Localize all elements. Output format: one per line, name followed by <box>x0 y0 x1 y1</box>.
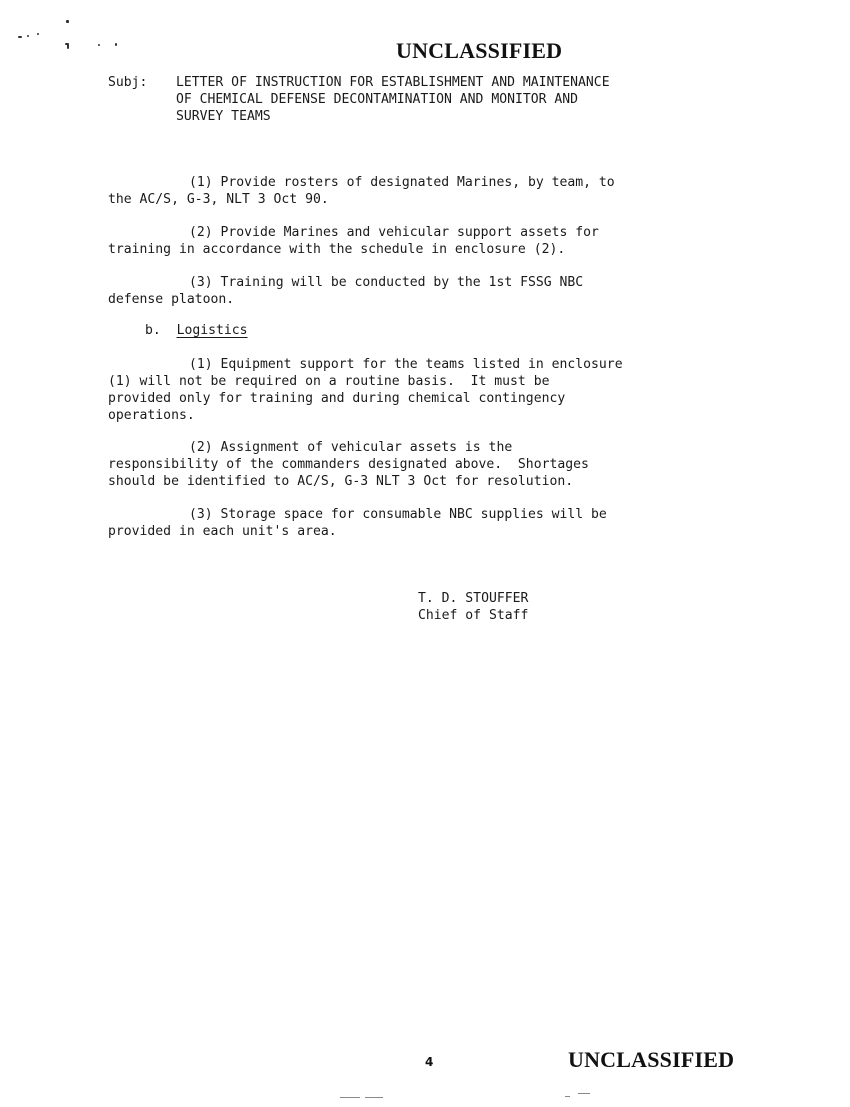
subject-line: LETTER OF INSTRUCTION FOR ESTABLISHMENT AND MAINTENANCE <box>176 75 610 90</box>
section-letter: b. <box>145 323 161 338</box>
paragraph-line: operations. <box>108 408 195 423</box>
section-heading <box>145 322 248 339</box>
logistics-paragraph-2 <box>108 439 589 490</box>
scan-mark <box>365 1097 383 1098</box>
paragraph-line: (1) Equipment support for the teams listed in enclosure <box>189 357 623 372</box>
scan-speck <box>37 33 39 35</box>
subject-line: SURVEY TEAMS <box>176 109 271 124</box>
subject-text <box>176 74 610 125</box>
signature-title: Chief of Staff <box>418 608 529 623</box>
paragraph-line: (2) Provide Marines and vehicular support assets for <box>189 225 599 240</box>
paragraph-1 <box>108 174 615 208</box>
scan-speck <box>98 44 100 46</box>
section-title: Logistics <box>176 323 248 338</box>
scan-speck <box>27 35 29 37</box>
scan-speck <box>18 36 22 38</box>
paragraph-line: (2) Assignment of vehicular assets is the <box>189 440 513 455</box>
paragraph-line: the AC/S, G-3, NLT 3 Oct 90. <box>108 192 329 207</box>
paragraph-line: responsibility of the commanders designated above. Shortages <box>108 457 589 472</box>
signature-block <box>418 590 528 624</box>
paragraph-line: provided in each unit's area. <box>108 524 337 539</box>
paragraph-line: (3) Storage space for consumable NBC supplies will be <box>189 507 607 522</box>
paragraph-line: (1) will not be required on a routine basis. It must be <box>108 374 550 389</box>
paragraph-line: defense platoon. <box>108 292 235 307</box>
paragraph-line: should be identified to AC/S, G-3 NLT 3 Oct for resolution. <box>108 474 574 489</box>
paragraph-3 <box>108 274 583 308</box>
scan-mark <box>565 1096 570 1097</box>
paragraph-line: training in accordance with the schedule in enclosure (2). <box>108 242 566 257</box>
page-number: 4 <box>425 1055 434 1069</box>
paragraph-line: (3) Training will be conducted by the 1st FSSG NBC <box>189 275 584 290</box>
scan-mark <box>578 1093 590 1094</box>
scan-mark <box>340 1097 360 1098</box>
paragraph-2 <box>108 224 599 258</box>
classification-header: UNCLASSIFIED <box>396 38 563 63</box>
paragraph-line: (1) Provide rosters of designated Marines, by team, to <box>189 175 615 190</box>
subject-line: OF CHEMICAL DEFENSE DECONTAMINATION AND MONITOR AND <box>176 92 579 107</box>
signature-name: T. D. STOUFFER <box>418 591 529 606</box>
scan-speck <box>115 43 117 46</box>
logistics-paragraph-3 <box>108 506 607 540</box>
scan-speck <box>67 44 69 49</box>
paragraph-line: provided only for training and during chemical contingency <box>108 391 566 406</box>
subject-label: Subj: <box>108 75 148 90</box>
classification-footer: UNCLASSIFIED <box>568 1047 735 1072</box>
logistics-paragraph-1 <box>108 356 623 424</box>
scan-speck <box>66 20 69 23</box>
